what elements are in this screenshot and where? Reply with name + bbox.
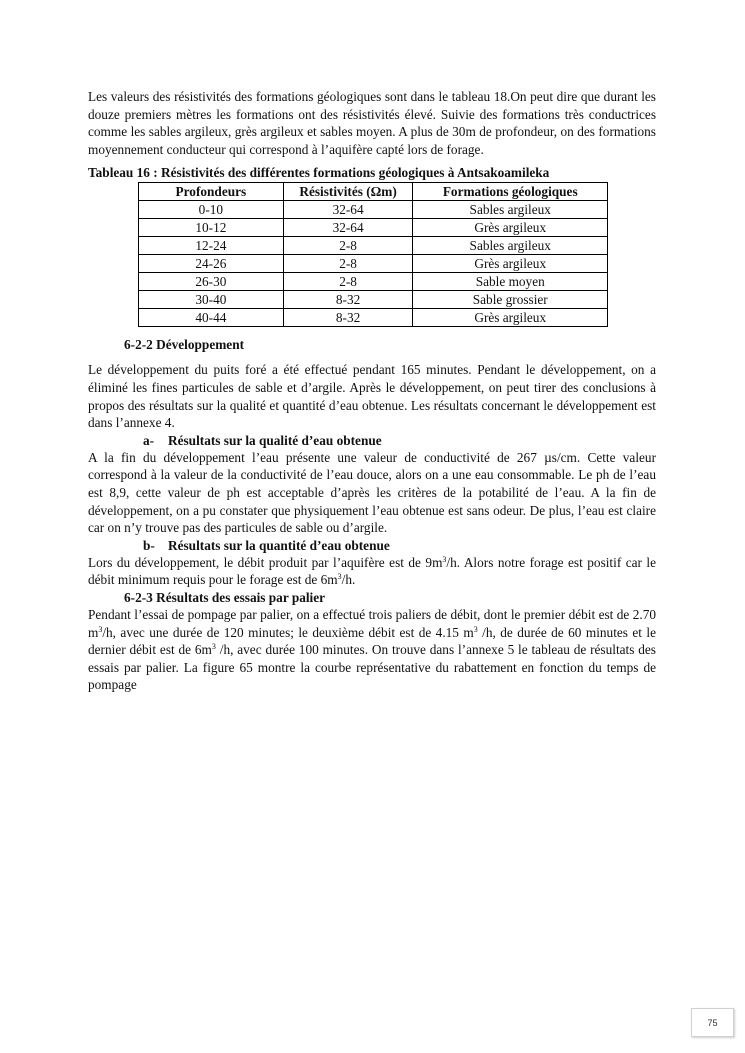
cell-depth: 12-24 [139, 237, 284, 255]
cell-formation: Grès argileux [413, 219, 608, 237]
cell-resistivity: 2-8 [283, 237, 413, 255]
subheading-letter: a- [143, 432, 155, 448]
table-row [139, 201, 608, 219]
col-header-depth: Profondeurs [139, 183, 284, 201]
water-quantity-paragraph: Lors du développement, le débit produit par l’aquifère est de $9m^3/h$. Alors notre forage est positif car le débit minimum requis pour le forage est de $6m^3/h$. [88, 554, 657, 588]
subheading-letter: b- [143, 537, 155, 553]
cell-depth: 24-26 [139, 255, 284, 273]
cell-depth: 26-30 [139, 273, 284, 291]
subheading-water-quality [143, 432, 656, 449]
cell-formation: Grès argileux [413, 309, 608, 327]
subheading-title: Résultats sur la qualité d’eau obtenue [168, 432, 382, 448]
cell-depth: 30-40 [139, 291, 284, 309]
page-number: 75 [691, 1008, 734, 1037]
cell-resistivity: 32-64 [283, 219, 413, 237]
subheading-water-quantity [143, 537, 656, 554]
cell-resistivity: 8-32 [283, 309, 413, 327]
section-heading-development: 6-2-2 Développement [124, 337, 245, 353]
cell-resistivity: 8-32 [283, 291, 413, 309]
cell-depth: 0-10 [139, 201, 284, 219]
table-header-row [139, 183, 608, 201]
intro-paragraph: Les valeurs des résistivités des formations géologiques sont dans le tableau 18.On peut dire que durant les douze premiers mètres les formations ont des résistivités élevé. Suivie des formations très conductrices comme les sables argileux, grès argileux et sables moyen. A plus de 30m de profondeur, on des formations moyennement conducteur qui correspond à l’aquifère capté lors de forage. [88, 89, 656, 157]
cell-formation: Sable grossier [413, 291, 608, 309]
table-row [139, 255, 608, 273]
table-row [139, 237, 608, 255]
step-tests-paragraph: Pendant l’essai de pompage par palier, on a effectué trois paliers de débit, dont le premier débit est de 2.70 $m^3/h$, avec une durée de 120 minutes; le deuxième débit est de 4.15 $m^3$ /h, de durée de 60 minutes et le dernier débit est de $6m^3$ /h, avec durée 100 minutes. On trouve dans l’annexe 5 le tableau de résultats des essais par palier. La figure 65 montre la courbe représentative du rabattement en fonction du temps de pompage [88, 606, 657, 693]
resistivity-table [138, 182, 608, 327]
cell-depth: 10-12 [139, 219, 284, 237]
cell-resistivity: 32-64 [283, 201, 413, 219]
table-row [139, 291, 608, 309]
table-row [139, 273, 608, 291]
water-quality-paragraph: A la fin du développement l’eau présente une valeur de conductivité de 267 µs/cm. Cette valeur correspond à la valeur de la conductivité de l’eau douce, alors on a une eau consommable. Le ph de l’eau est 8,9, cette valeur de ph est acceptable d’après les critères de la potabilité de l’eau. A la fin de développement, on a pu constater que physiquement l’eau obtenue est sans odeur. De plus, l’eau est claire car on n’y trouve pas des particules de sable ou d’argile. [88, 449, 656, 536]
section-heading-step-tests: 6-2-3 Résultats des essais par palier [124, 589, 326, 605]
cell-resistivity: 2-8 [283, 255, 413, 273]
cell-formation: Grès argileux [413, 255, 608, 273]
col-header-resistivity: Résistivités (Ωm) [283, 183, 413, 201]
development-paragraph: Le développement du puits foré a été effectué pendant 165 minutes. Pendant le développement, on a éliminé les fines particules de sable et d’argile. Après le développement, on peut tirer des conclusions à propos des résultats sur la qualité et quantité d’eau obtenue. Les résultats concernant le développement est dans l’annexe 4. [88, 362, 656, 431]
cell-formation: Sables argileux [413, 201, 608, 219]
table-row [139, 309, 608, 327]
table-row [139, 219, 608, 237]
col-header-formation: Formations géologiques [413, 183, 608, 201]
document-page [88, 88, 656, 694]
cell-formation: Sables argileux [413, 237, 608, 255]
table-caption: Tableau 16 : Résistivités des différentes formations géologiques à Antsakoamileka [88, 165, 550, 181]
cell-depth: 40-44 [139, 309, 284, 327]
cell-formation: Sable moyen [413, 273, 608, 291]
subheading-title: Résultats sur la quantité d’eau obtenue [168, 537, 390, 553]
cell-resistivity: 2-8 [283, 273, 413, 291]
